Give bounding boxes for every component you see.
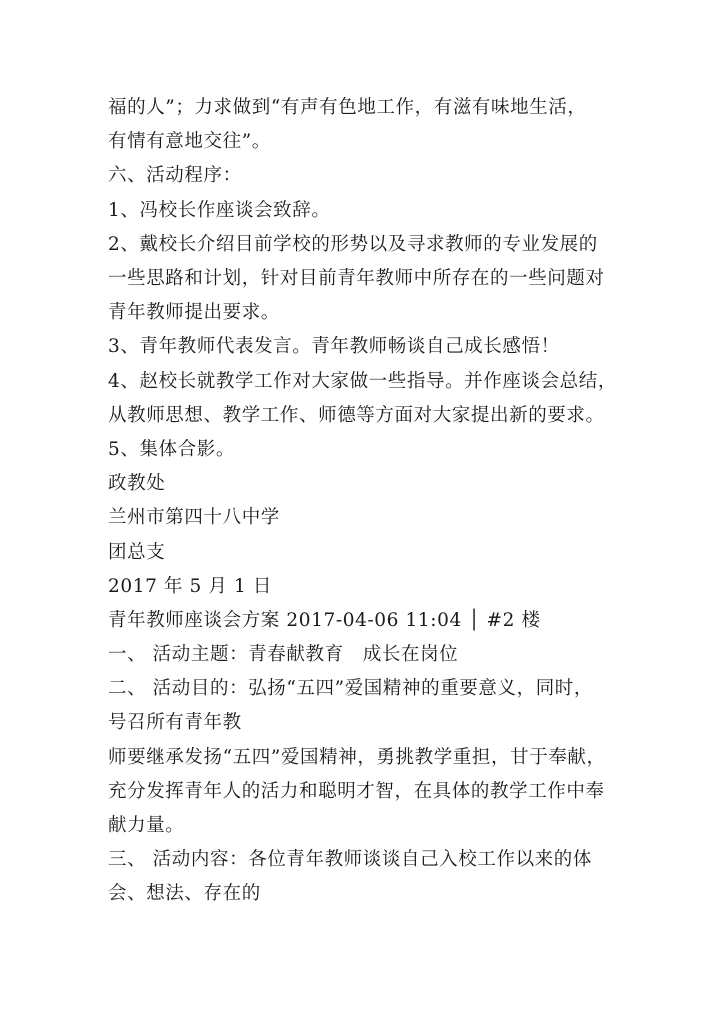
post-header-line: 青年教师座谈会方案 2017-04-06 11:04 │ #2 楼 xyxy=(108,610,541,631)
text-line: 一、 活动主题：青春献教育 成长在岗位 xyxy=(108,644,459,665)
date-line: 2017 年 5 月 1 日 xyxy=(108,576,272,597)
text-line: 2、戴校长介绍目前学校的形势以及寻求教师的专业发展的 xyxy=(108,234,598,255)
text-line: 三、 活动内容：各位青年教师谈谈自己入校工作以来的体 xyxy=(108,849,592,870)
organization-line: 兰州市第四十八中学 xyxy=(108,507,280,528)
organization-line: 团总支 xyxy=(108,542,166,563)
section-heading: 六、活动程序： xyxy=(108,165,242,186)
text-line: 5、集体合影。 xyxy=(108,439,235,460)
text-line: 4、赵校长就教学工作对大家做一些指导。并作座谈会总结， xyxy=(108,371,617,392)
text-line: 一些思路和计划，针对目前青年教师中所存在的一些问题对 xyxy=(108,268,605,289)
text-line: 3、青年教师代表发言。青年教师畅谈自己成长感悟！ xyxy=(108,336,560,357)
text-line: 从教师思想、教学工作、师德等方面对大家提出新的要求。 xyxy=(108,405,605,426)
text-line: 福的人”；力求做到“有声有色地工作，有滋有味地生活， xyxy=(108,97,587,118)
text-line: 二、 活动目的：弘扬“五四”爱国精神的重要意义，同时， xyxy=(108,678,593,699)
text-line: 有情有意地交往”。 xyxy=(108,131,271,152)
text-line: 青年教师提出要求。 xyxy=(108,302,280,323)
text-line: 号召所有青年教 xyxy=(108,712,242,733)
text-line: 师要继承发扬“五四”爱国精神，勇挑教学重担，甘于奉献， xyxy=(108,747,606,768)
text-line: 献力量。 xyxy=(108,815,185,836)
text-line: 会、想法、存在的 xyxy=(108,883,261,904)
text-line: 1、冯校长作座谈会致辞。 xyxy=(108,200,331,221)
organization-line: 政教处 xyxy=(108,473,166,494)
text-line: 充分发挥青年人的活力和聪明才智，在具体的教学工作中奉 xyxy=(108,781,605,802)
